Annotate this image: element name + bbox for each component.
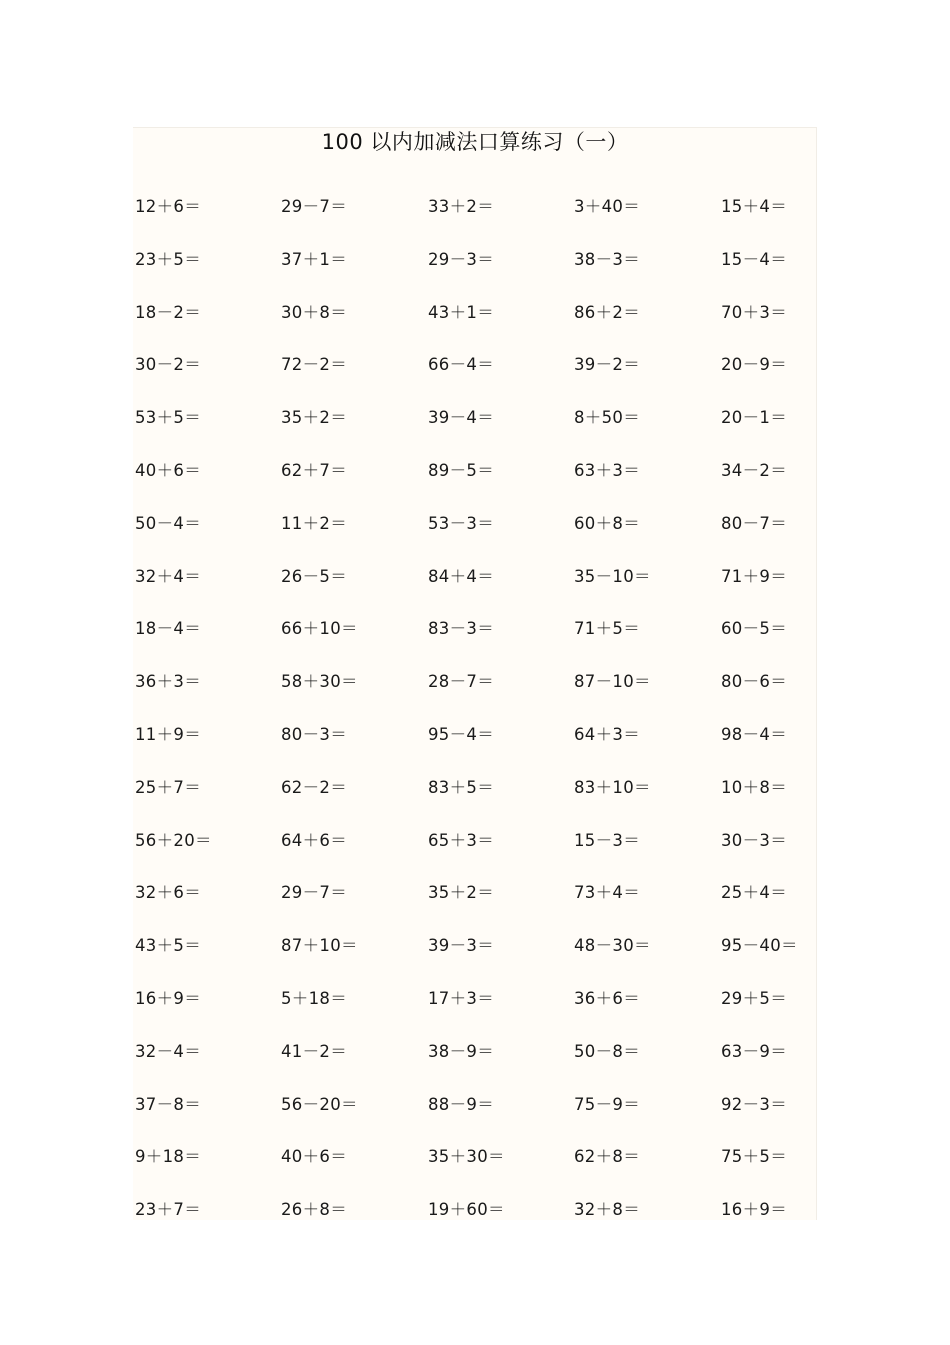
problem-item: 87－10＝ <box>574 672 651 692</box>
problem-item: 35＋2＝ <box>281 408 347 428</box>
problem-item: 32＋4＝ <box>135 566 201 586</box>
problem-item: 80－6＝ <box>721 672 787 692</box>
page-title: 100 以内加减法口算练习（一） <box>321 130 629 154</box>
problem-item: 16＋9＝ <box>135 988 201 1008</box>
problem-item: 58＋30＝ <box>281 672 358 692</box>
problem-row <box>135 457 815 510</box>
problem-row <box>135 615 815 668</box>
problem-item: 37＋1＝ <box>281 249 347 269</box>
problem-row <box>135 1038 815 1091</box>
problem-item: 17＋3＝ <box>428 988 494 1008</box>
problem-item: 11＋2＝ <box>281 513 347 533</box>
problem-item: 36＋3＝ <box>135 672 201 692</box>
problem-item: 26＋8＝ <box>281 1200 347 1220</box>
problem-item: 29＋5＝ <box>721 988 787 1008</box>
problem-row <box>135 1196 815 1249</box>
problem-item: 41－2＝ <box>281 1041 347 1061</box>
problem-item: 88－9＝ <box>428 1094 494 1114</box>
problem-item: 37－8＝ <box>135 1094 201 1114</box>
problem-row <box>135 721 815 774</box>
problem-item: 80－7＝ <box>721 513 787 533</box>
problem-item: 11＋9＝ <box>135 724 201 744</box>
problem-row <box>135 404 815 457</box>
problem-item: 39－3＝ <box>428 936 494 956</box>
problem-item: 87＋10＝ <box>281 936 358 956</box>
problem-item: 73＋4＝ <box>574 883 640 903</box>
problem-item: 38－3＝ <box>574 249 640 269</box>
problem-grid <box>135 193 815 1249</box>
problem-row <box>135 351 815 404</box>
problem-item: 29－7＝ <box>281 883 347 903</box>
problem-row <box>135 299 815 352</box>
problem-item: 28－7＝ <box>428 672 494 692</box>
problem-item: 32＋8＝ <box>574 1200 640 1220</box>
problem-item: 9＋18＝ <box>135 1147 201 1167</box>
problem-item: 50－8＝ <box>574 1041 640 1061</box>
problem-item: 83－3＝ <box>428 619 494 639</box>
problem-item: 35＋30＝ <box>428 1147 505 1167</box>
problem-item: 18－2＝ <box>135 302 201 322</box>
problem-row <box>135 510 815 563</box>
problem-item: 38－9＝ <box>428 1041 494 1061</box>
problem-item: 70＋3＝ <box>721 302 787 322</box>
problem-item: 75－9＝ <box>574 1094 640 1114</box>
problem-item: 30－2＝ <box>135 355 201 375</box>
problem-item: 62＋7＝ <box>281 460 347 480</box>
problem-item: 63＋3＝ <box>574 460 640 480</box>
problem-row <box>135 985 815 1038</box>
problem-item: 16＋9＝ <box>721 1200 787 1220</box>
problem-item: 50－4＝ <box>135 513 201 533</box>
problem-item: 40＋6＝ <box>281 1147 347 1167</box>
problem-item: 83＋5＝ <box>428 777 494 797</box>
problem-item: 35－10＝ <box>574 566 651 586</box>
problem-item: 29－7＝ <box>281 197 347 216</box>
problem-item: 10＋8＝ <box>721 777 787 797</box>
problem-item: 60＋8＝ <box>574 513 640 533</box>
problem-row <box>135 1091 815 1144</box>
problem-item: 26－5＝ <box>281 566 347 586</box>
problem-item: 8＋50＝ <box>574 408 640 428</box>
problem-item: 33＋2＝ <box>428 197 494 216</box>
problem-item: 53－3＝ <box>428 513 494 533</box>
problem-item: 39－4＝ <box>428 408 494 428</box>
problem-item: 25＋4＝ <box>721 883 787 903</box>
problem-item: 48－30＝ <box>574 936 651 956</box>
problem-item: 3＋40＝ <box>574 197 640 216</box>
problem-row <box>135 879 815 932</box>
problem-item: 29－3＝ <box>428 249 494 269</box>
problem-item: 40＋6＝ <box>135 460 201 480</box>
problem-item: 34－2＝ <box>721 460 787 480</box>
problem-item: 65＋3＝ <box>428 830 494 850</box>
problem-item: 86＋2＝ <box>574 302 640 322</box>
problem-item: 60－5＝ <box>721 619 787 639</box>
problem-item: 19＋60＝ <box>428 1200 505 1220</box>
problem-item: 23＋7＝ <box>135 1200 201 1220</box>
problem-item: 56＋20＝ <box>135 830 212 850</box>
problem-item: 83＋10＝ <box>574 777 651 797</box>
problem-item: 43＋1＝ <box>428 302 494 322</box>
problem-item: 36＋6＝ <box>574 988 640 1008</box>
problem-item: 15－4＝ <box>721 249 787 269</box>
problem-item: 30－3＝ <box>721 830 787 850</box>
problem-item: 64＋3＝ <box>574 724 640 744</box>
problem-item: 56－20＝ <box>281 1094 358 1114</box>
problem-item: 15－3＝ <box>574 830 640 850</box>
problem-item: 39－2＝ <box>574 355 640 375</box>
problem-item: 80－3＝ <box>281 724 347 744</box>
problem-item: 32＋6＝ <box>135 883 201 903</box>
problem-row <box>135 827 815 880</box>
problem-item: 66－4＝ <box>428 355 494 375</box>
problem-item: 15＋4＝ <box>721 197 787 216</box>
problem-row <box>135 774 815 827</box>
problem-item: 23＋5＝ <box>135 249 201 269</box>
problem-item: 64＋6＝ <box>281 830 347 850</box>
problem-item: 89－5＝ <box>428 460 494 480</box>
problem-item: 43＋5＝ <box>135 936 201 956</box>
problem-row <box>135 246 815 299</box>
problem-item: 71＋9＝ <box>721 566 787 586</box>
problem-item: 30＋8＝ <box>281 302 347 322</box>
problem-item: 12＋6＝ <box>135 197 201 216</box>
problem-row <box>135 668 815 721</box>
problem-item: 75＋5＝ <box>721 1147 787 1167</box>
problem-item: 20－1＝ <box>721 408 787 428</box>
problem-item: 95－4＝ <box>428 724 494 744</box>
problem-item: 35＋2＝ <box>428 883 494 903</box>
problem-item: 71＋5＝ <box>574 619 640 639</box>
problem-item: 18－4＝ <box>135 619 201 639</box>
problem-row <box>135 563 815 616</box>
problem-item: 95－40＝ <box>721 936 798 956</box>
problem-item: 20－9＝ <box>721 355 787 375</box>
problem-item: 66＋10＝ <box>281 619 358 639</box>
problem-item: 62＋8＝ <box>574 1147 640 1167</box>
problem-item: 5＋18＝ <box>281 988 347 1008</box>
problem-row <box>135 1143 815 1196</box>
problem-item: 72－2＝ <box>281 355 347 375</box>
problem-item: 84＋4＝ <box>428 566 494 586</box>
problem-item: 25＋7＝ <box>135 777 201 797</box>
problem-row <box>135 193 815 246</box>
problem-item: 62－2＝ <box>281 777 347 797</box>
problem-row <box>135 932 815 985</box>
problem-item: 32－4＝ <box>135 1041 201 1061</box>
problem-item: 63－9＝ <box>721 1041 787 1061</box>
problem-item: 53＋5＝ <box>135 408 201 428</box>
problem-item: 98－4＝ <box>721 724 787 744</box>
problem-item: 92－3＝ <box>721 1094 787 1114</box>
